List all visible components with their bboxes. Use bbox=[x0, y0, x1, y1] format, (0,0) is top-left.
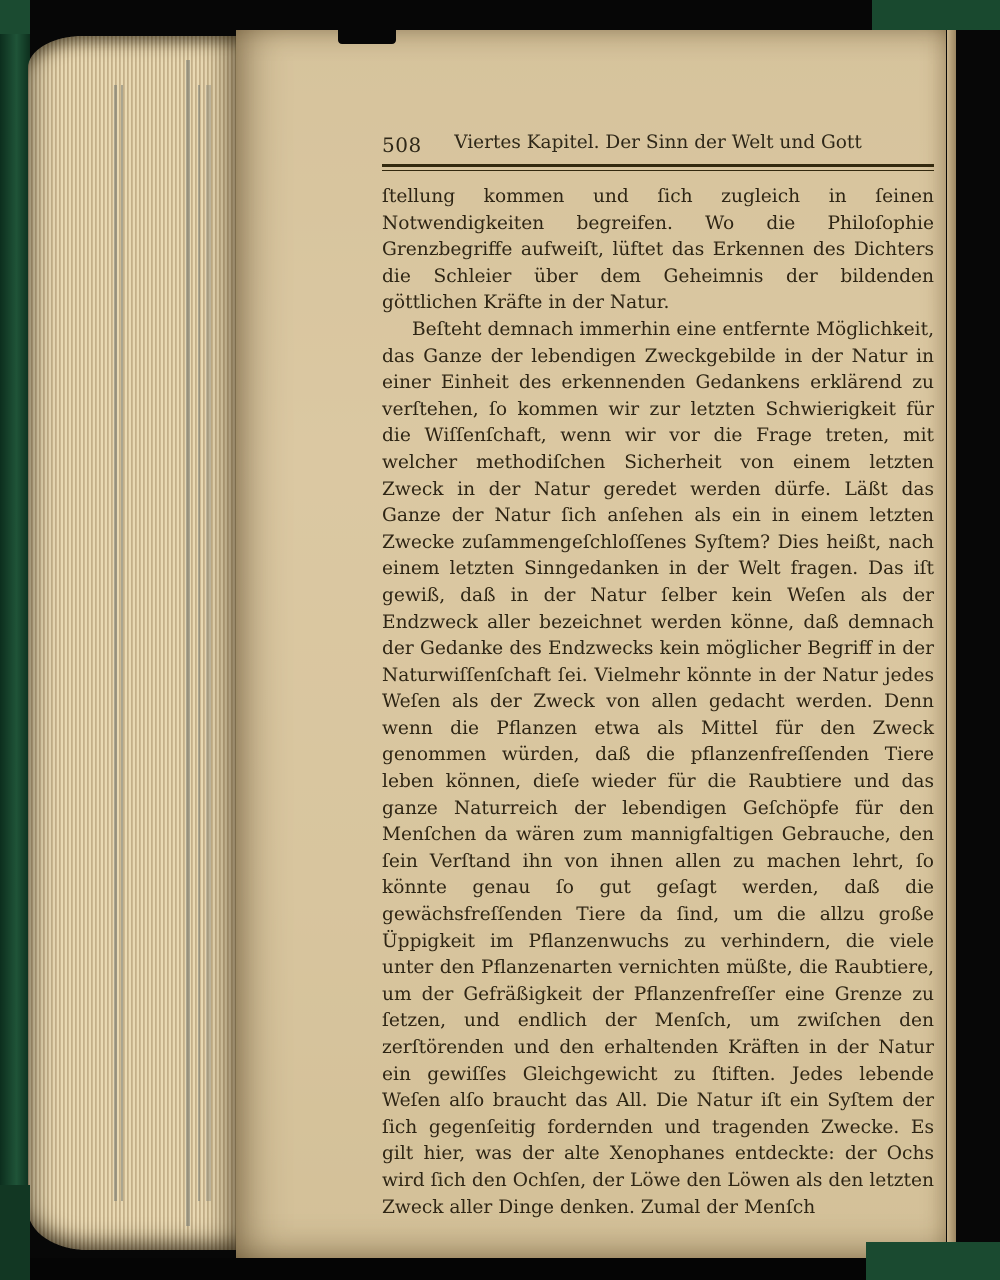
page-edge-streak bbox=[121, 85, 123, 1202]
scan-bottom-band bbox=[0, 1258, 1000, 1280]
page-edge-streak bbox=[186, 60, 190, 1225]
page-edge-streak bbox=[198, 85, 200, 1202]
page-number: 508 bbox=[382, 133, 422, 157]
cover-corner-top-right bbox=[872, 0, 1000, 30]
page-edge-streak bbox=[206, 85, 211, 1202]
scan-top-band bbox=[0, 0, 1000, 30]
cover-corner-top-left bbox=[0, 0, 30, 34]
book-page bbox=[236, 30, 946, 1258]
book-cover-spine bbox=[0, 0, 30, 1280]
running-header: Viertes Kapitel. Der Sinn der Welt und Gott bbox=[454, 132, 862, 153]
page-edge-right bbox=[947, 30, 956, 1258]
cover-corner-bottom-right bbox=[866, 1242, 1000, 1280]
page-header bbox=[382, 132, 934, 171]
page-text bbox=[382, 184, 934, 1221]
page-edge-streak bbox=[114, 85, 117, 1202]
cover-corner-bottom-left bbox=[0, 1185, 30, 1280]
page-edges bbox=[28, 36, 238, 1250]
paragraph: ſtellung kommen und ſich zugleich in ſeinen Notwendigkeiten begreifen. Wo die Philoſophie Grenzbegriffe aufweiſt, lüftet das Erkennen des Dichters die Schleier über dem Geheimnis der bildenden göttlichen Kräfte in der Natur. bbox=[382, 186, 934, 314]
paragraph: Beſteht demnach immerhin eine entfernte Möglichkeit, das Ganze der lebendigen Zweckgebilde in der Natur in einer Einheit des erkennenden Gedankens erklärend zu verſtehen, ſo kommen wir zur letzten Schwierigkeit für die Wiſſenſchaft, wenn wir vor die Frage treten, mit welcher methodiſchen Sicherheit von einem letzten Zweck in der Natur geredet werden dürfe. Läßt das Ganze der Natur ſich anſehen als ein in einem letzten Zwecke zuſammengeſchloſſenes Syſtem? Dies heißt, nach einem letzten Sinngedanken in der Welt fragen. Das iſt gewiß, daß in der Natur ſelber kein Weſen als der Endzweck aller bezeichnet werden könne, daß demnach der Gedanke des Endzwecks kein möglicher Begriff in der Naturwiſſenſchaft ſei. Vielmehr könnte in der Natur jedes Weſen als der Zweck von allen gedacht werden. Denn wenn die Pflanzen etwa als Mittel für den Zweck genommen würden, daß die pflanzenfreſſenden Tiere leben können, dieſe wieder für die Raubtiere und das ganze Naturreich der lebendigen Geſchöpfe für den Menſchen da wären zum mannigfaltigen Gebrauche, den ſein Verſtand ihn von ihnen allen zu machen lehrt, ſo könnte genau ſo gut geſagt werden, daß die gewächsfreſſenden Tiere da ſind, um die allzu große Üppigkeit im Pflanzenwuchs zu verhindern, die viele unter den Pflanzenarten vernichten müßte, die Raubtiere, um der Gefräßigkeit der Pflanzenfreſſer eine Grenze zu ſetzen, und endlich der Menſch, um zwiſchen den zerſtörenden und den erhaltenden Kräften in der Natur ein gewiſſes Gleichgewicht zu ſtiften. Jedes lebende Weſen alſo braucht das All. Die Natur iſt ein Syſtem der ſich gegenſeitig fordernden und tragenden Zwecke. Es gilt hier, was der alte Xenophanes entdeckte: der Ochs wird ſich den Ochſen, der Löwe den Löwen als den letzten Zweck aller Dinge denken. Zumal der Menſch bbox=[382, 318, 934, 1218]
binding-notch bbox=[338, 0, 396, 44]
header-rule bbox=[382, 164, 934, 171]
